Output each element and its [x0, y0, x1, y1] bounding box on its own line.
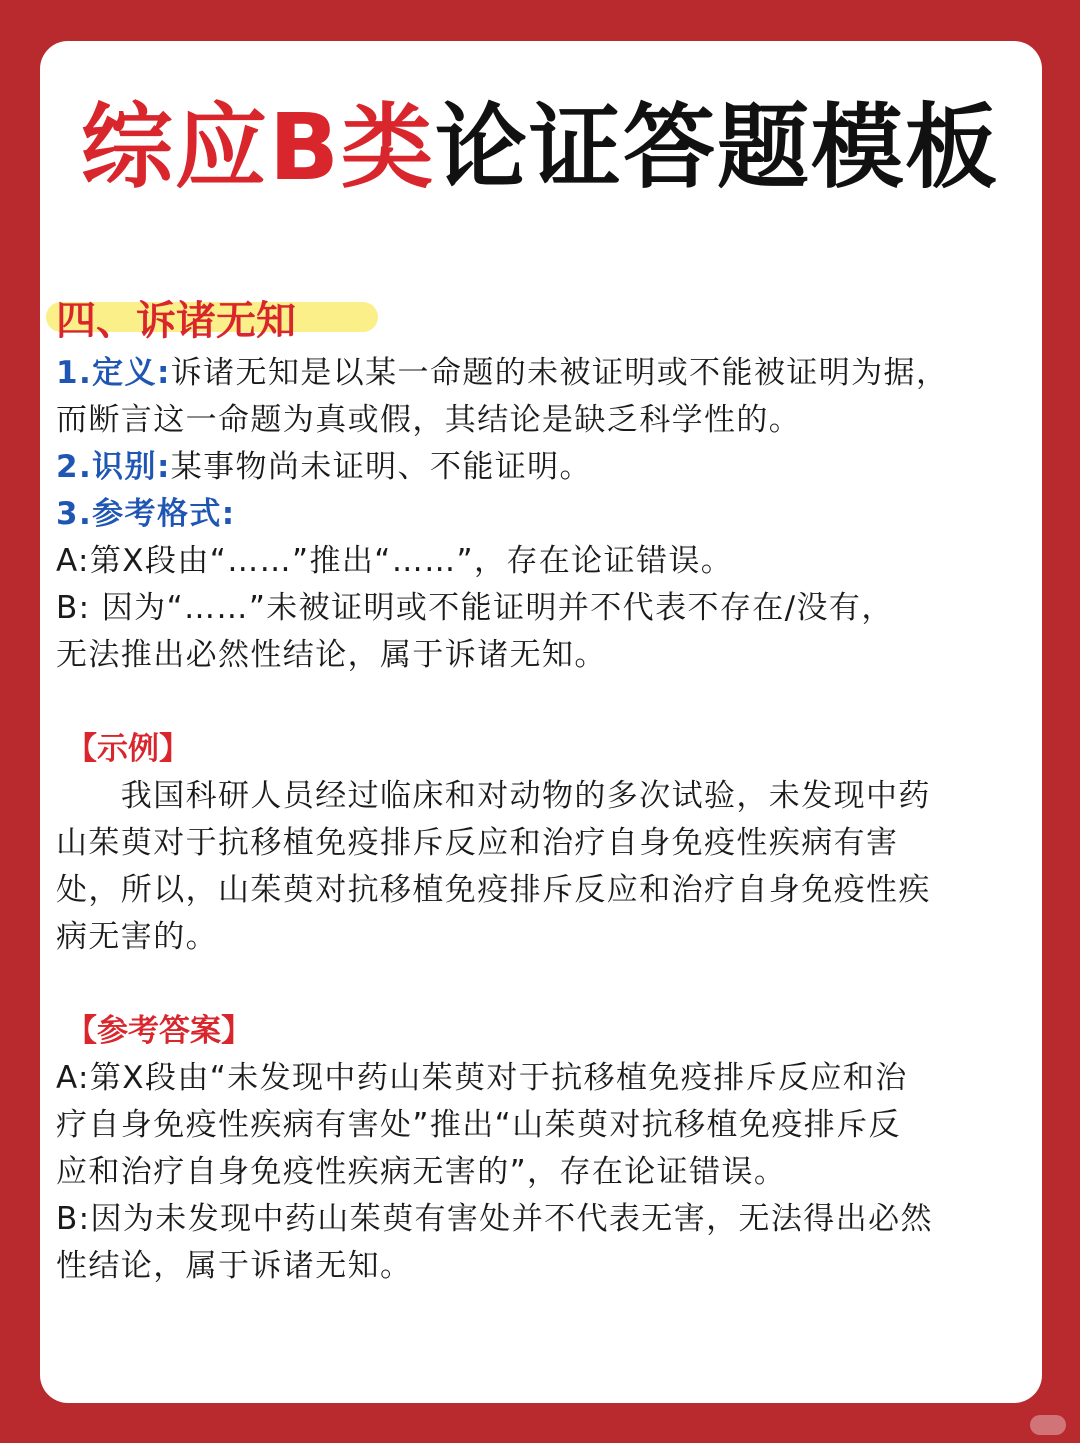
example-line-4: 病无害的。 — [56, 919, 218, 955]
identify-text: 某事物尚未证明、不能证明。 — [170, 449, 592, 485]
identify-label: 2.识别: — [56, 449, 171, 485]
title-black-part: 论证答题模板 — [435, 94, 1000, 201]
page-title — [0, 96, 1080, 200]
title-red-part: 综应B类 — [80, 94, 436, 201]
answer-line-4: B:因为未发现中药山茱萸有害处并不代表无害，无法得出必然 — [56, 1201, 933, 1237]
definition-text-1: 诉诸无知是以某一命题的未被证明或不能被证明为据， — [170, 355, 949, 391]
format-b-line-1: B: 因为“……”未被证明或不能证明并不代表不存在/没有， — [56, 590, 894, 626]
answer-line-1: A:第X段由“未发现中药山茱萸对于抗移植免疫排斥反应和治 — [56, 1060, 908, 1096]
answer-label: 【参考答案】 — [66, 1013, 252, 1049]
section-heading: 四、诉诸无知 — [56, 298, 296, 344]
definition-line-2: 而断言这一命题为真或假，其结论是缺乏科学性的。 — [56, 402, 802, 438]
example-line-2: 山茱萸对于抗移植免疫排斥反应和治疗自身免疫性疾病有害 — [56, 825, 899, 861]
definition-label: 1.定义: — [56, 355, 171, 391]
format-b-line-2: 无法推出必然性结论，属于诉诸无知。 — [56, 637, 607, 673]
identify-line — [56, 444, 592, 490]
format-label: 3.参考格式: — [56, 496, 236, 532]
format-a: A:第X段由“……”推出“……”，存在论证错误。 — [56, 543, 734, 579]
answer-line-5: 性结论，属于诉诸无知。 — [56, 1248, 413, 1284]
definition-line-1 — [56, 350, 948, 396]
example-line-1: 我国科研人员经过临床和对动物的多次试验，未发现中药 — [56, 778, 931, 814]
watermark-badge — [1030, 1415, 1066, 1435]
example-label: 【示例】 — [66, 731, 190, 767]
answer-line-3: 应和治疗自身免疫性疾病无害的”，存在论证错误。 — [56, 1154, 787, 1190]
example-line-3: 处，所以，山茱萸对抗移植免疫排斥反应和治疗自身免疫性疾 — [56, 872, 931, 908]
answer-line-2: 疗自身免疫性疾病有害处”推出“山茱萸对抗移植免疫排斥反 — [56, 1107, 901, 1143]
